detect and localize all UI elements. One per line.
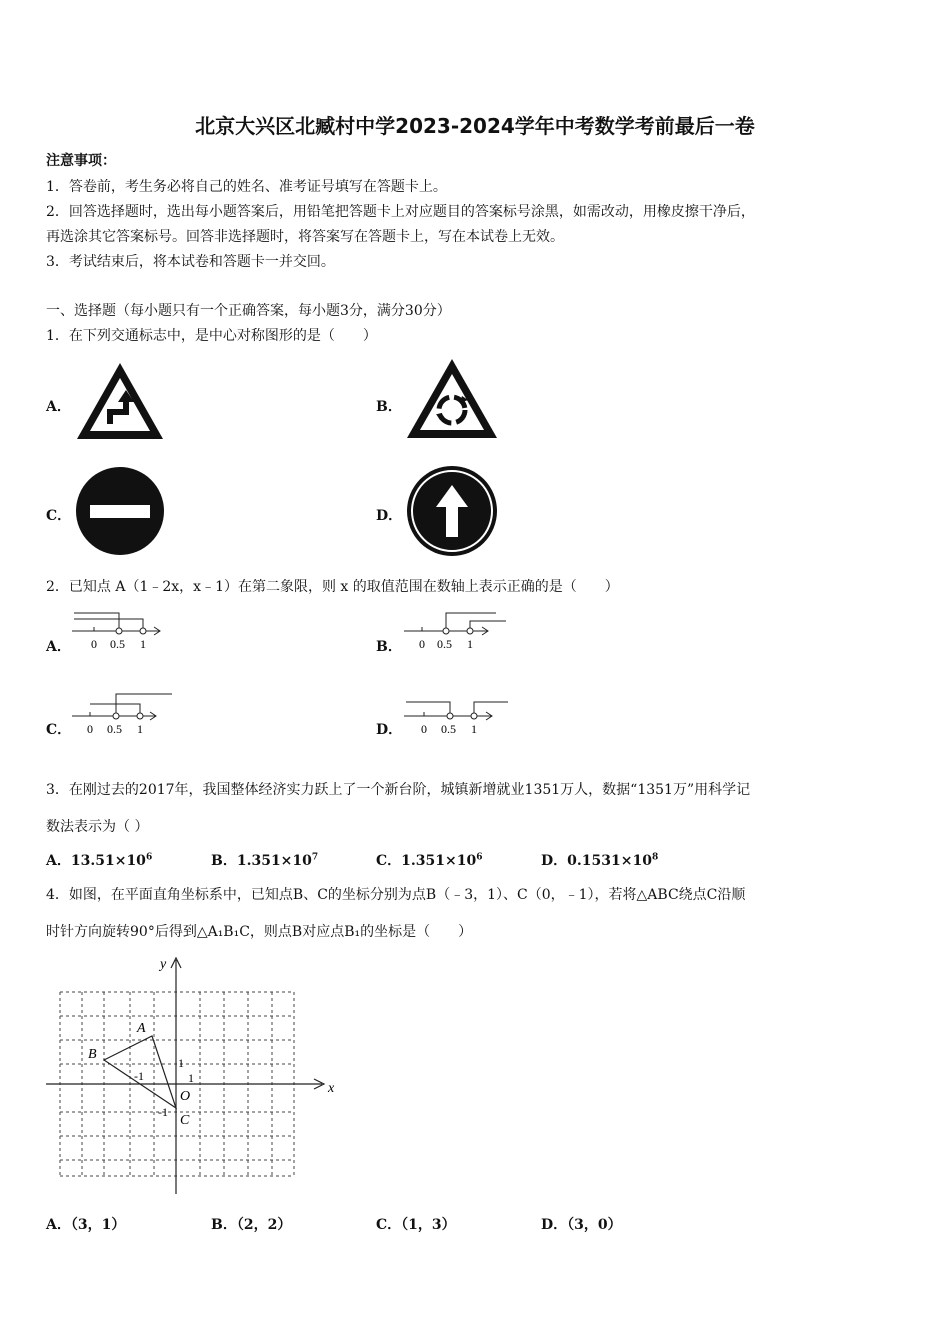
option-mantissa: 13.51×10 <box>70 853 146 869</box>
option-value: （3，1） <box>70 1217 126 1233</box>
point-b-label: B <box>88 1047 97 1062</box>
option-exponent: 6 <box>476 852 483 863</box>
q4-option-c <box>376 1216 456 1234</box>
tick-label: 0.5 <box>441 722 456 736</box>
traffic-sign-zigzag-icon <box>74 360 166 446</box>
y-tick-1: 1 <box>178 1056 184 1070</box>
option-label: A． <box>46 853 71 869</box>
option-value: （3，0） <box>567 1217 622 1233</box>
option-exponent: 8 <box>651 852 659 863</box>
notice-heading: 注意事项： <box>46 153 116 169</box>
q3-stem-a: 3．在刚过去的2017年，我国整体经济实力跃上了一个新台阶，城镇新增就业1351万人，数据“1351万”用科学记 <box>46 782 751 798</box>
tick-label: 0 <box>87 722 93 736</box>
tick-label: 1 <box>467 637 473 651</box>
option-value: （1，3） <box>401 1217 456 1233</box>
point-a-label: A <box>137 1021 146 1036</box>
q3-option-d <box>541 852 658 870</box>
q2-number-line-a <box>70 604 170 660</box>
q3-option-b <box>211 852 318 870</box>
q1-label-d: D． <box>376 508 403 524</box>
q1-stem: 1．在下列交通标志中，是中心对称图形的是（ ） <box>46 328 377 344</box>
option-label: A． <box>46 1217 71 1233</box>
section-heading: 一、选择题（每小题只有一个正确答案，每小题3分，满分30分） <box>46 303 451 319</box>
option-mantissa: 0.1531×10 <box>567 853 652 869</box>
q4-stem-b: 时针方向旋转90°后得到△A₁B₁C，则点B对应点B₁的坐标是（ ） <box>46 924 473 940</box>
traffic-sign-roundabout-icon <box>404 356 500 446</box>
origin-label: O <box>180 1089 191 1104</box>
q3-stem-b: 数法表示为（ ） <box>46 819 149 835</box>
q2-label-c: C． <box>46 722 72 738</box>
notice-item-2a: 2．回答选择题时，选出每小题答案后，用铅笔把答题卡上对应题目的答案标号涂黑，如需改动，用橡皮擦干净后， <box>46 204 755 220</box>
option-mantissa: 1.351×10 <box>401 853 477 869</box>
option-mantissa: 1.351×10 <box>236 853 312 869</box>
traffic-sign-straight-arrow-icon <box>405 465 499 561</box>
notice-item-1: 1．答卷前，考生务必将自己的姓名、准考证号填写在答题卡上。 <box>46 179 447 195</box>
q2-label-b: B． <box>376 639 402 655</box>
tick-label: 1 <box>140 637 146 651</box>
x-tick-neg-1: -1 <box>134 1069 144 1083</box>
q2-number-line-d <box>402 688 512 744</box>
q2-stem: 2．已知点 A（1﹣2x，x﹣1）在第二象限，则 x 的取值范围在数轴上表示正确的是（ ） <box>46 579 619 595</box>
option-exponent: 7 <box>311 852 319 863</box>
notice-item-2b: 再选涂其它答案标号。回答非选择题时，将答案写在答题卡上，写在本试卷上无效。 <box>46 229 564 245</box>
q1-label-c: C． <box>46 508 72 524</box>
q4-stem-a: 4．如图，在平面直角坐标系中，已知点B、C的坐标分别为点B（﹣3，1）、C（0，﹣1），若将△ABC绕点C沿顺 <box>46 887 746 903</box>
q4-option-b <box>211 1216 291 1234</box>
tick-label: 1 <box>471 722 477 736</box>
option-label: D． <box>541 853 568 869</box>
option-label: C． <box>376 853 402 869</box>
q1-label-b: B． <box>376 399 402 415</box>
tick-label: 0 <box>421 722 427 736</box>
q4-option-d <box>541 1216 622 1234</box>
tick-label: 0.5 <box>107 722 122 736</box>
tick-label: 0.5 <box>437 637 452 651</box>
tick-label: 0 <box>91 637 97 651</box>
option-label: D． <box>541 1217 568 1233</box>
q3-option-a <box>46 852 152 870</box>
y-axis-label: y <box>160 957 167 972</box>
traffic-sign-no-entry-icon <box>72 466 168 560</box>
option-label: B． <box>211 853 237 869</box>
point-c-label: C <box>180 1113 190 1128</box>
q4-option-a <box>46 1216 125 1234</box>
tick-label: 1 <box>137 722 143 736</box>
q4-coordinate-graph <box>42 954 342 1204</box>
q2-label-a: A． <box>46 639 71 655</box>
x-axis-label: x <box>328 1081 335 1096</box>
q2-label-d: D． <box>376 722 403 738</box>
option-label: C． <box>376 1217 402 1233</box>
q3-option-c <box>376 852 482 870</box>
y-tick-neg-1: -1 <box>158 1105 168 1119</box>
tick-label: 0 <box>419 637 425 651</box>
notice-item-3: 3．考试结束后，将本试卷和答题卡一并交回。 <box>46 254 335 270</box>
option-exponent: 6 <box>145 852 153 863</box>
x-tick-1: 1 <box>188 1071 194 1085</box>
q2-number-line-c <box>70 688 180 744</box>
option-label: B． <box>211 1217 237 1233</box>
page-title: 北京大兴区北臧村中学2023-2024学年中考数学考前最后一卷 <box>195 114 755 138</box>
q2-number-line-b <box>402 604 512 660</box>
option-value: （2，2） <box>236 1217 292 1233</box>
tick-label: 0.5 <box>110 637 125 651</box>
q1-label-a: A． <box>46 399 71 415</box>
